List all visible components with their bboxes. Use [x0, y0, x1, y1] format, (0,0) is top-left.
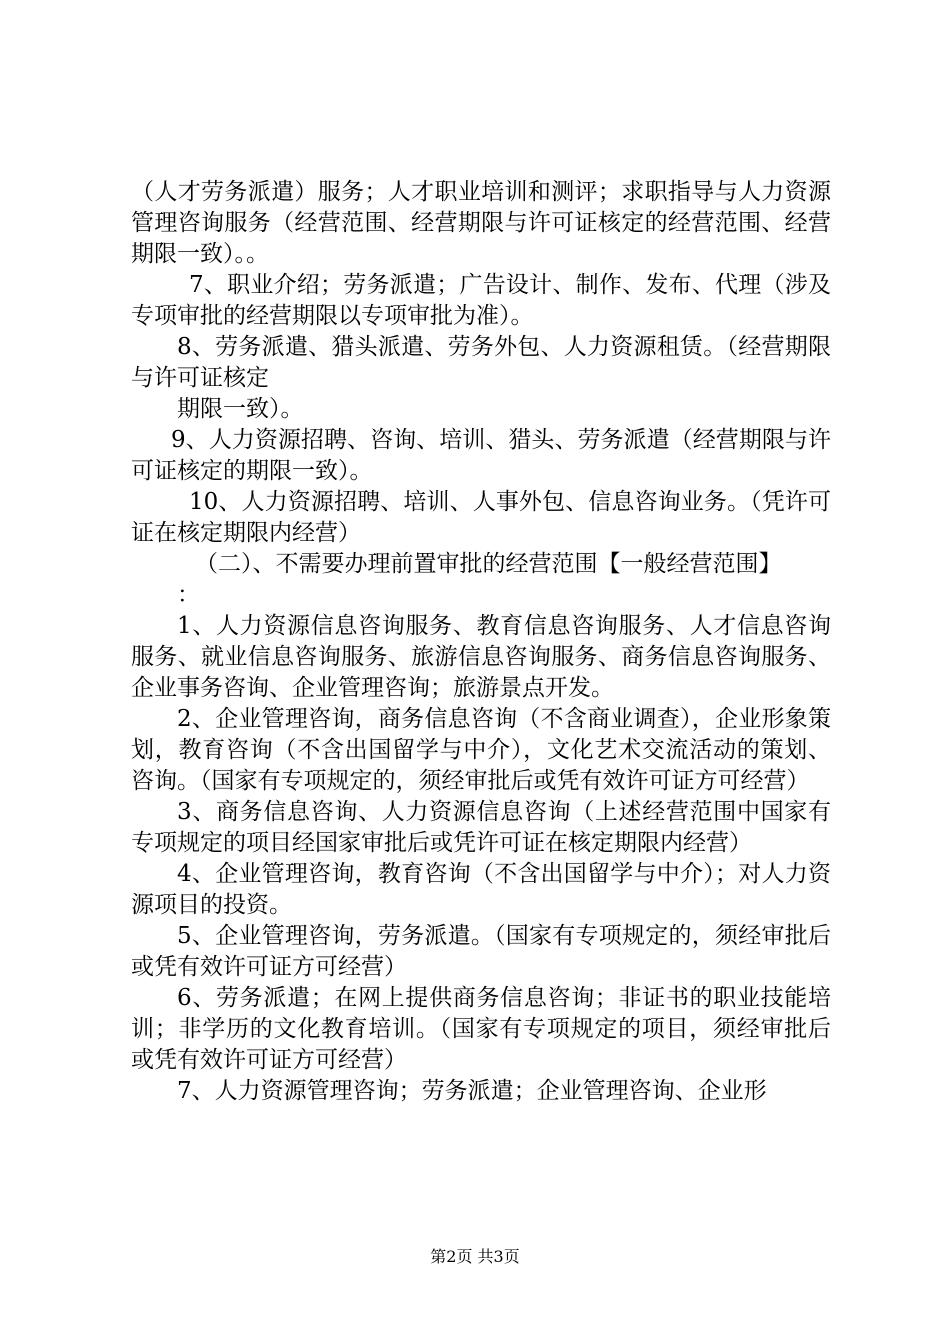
paragraph: 7、人力资源管理咨询；劳务派遣；企业管理咨询、企业形: [177, 1078, 767, 1104]
paragraph: 3、商务信息咨询、人力资源信息咨询（上述经营范围中国家有专项规定的项目经国家审批后或凭许可证在核定期限内经营）: [131, 799, 831, 856]
paragraph: ：: [177, 582, 200, 608]
page-number-footer: 第2页 共3页: [430, 1247, 520, 1266]
document-body: [131, 177, 831, 1107]
paragraph: 2、企业管理咨询，商务信息咨询（不含商业调查），企业形象策划，教育咨询（不含出国留学与中介），文化艺术交流活动的策划、咨询。（国家有专项规定的，须经审批后或凭有效许可证方可经营）: [131, 706, 831, 794]
paragraph: 期限一致）。: [177, 396, 304, 422]
paragraph: 1、人力资源信息咨询服务、教育信息咨询服务、人才信息咨询服务、就业信息咨询服务、旅游信息咨询服务、商务信息咨询服务、企业事务咨询、企业管理咨询；旅游景点开发。: [131, 613, 831, 701]
paragraph: 10、人力资源招聘、培训、人事外包、信息咨询业务。（凭许可证在核定期限内经营）: [131, 489, 831, 546]
paragraph: 7、职业介绍；劳务派遣；广告设计、制作、发布、代理（涉及专项审批的经营期限以专项审批为准）。: [131, 272, 831, 329]
section-heading: （二）、不需要办理前置审批的经营范围【一般经营范围】: [195, 551, 782, 577]
paragraph: 9、人力资源招聘、咨询、培训、猎头、劳务派遣（经营期限与许可证核定的期限一致）。: [131, 427, 831, 484]
paragraph: 4、企业管理咨询，教育咨询（不含出国留学与中介）；对人力资源项目的投资。: [131, 861, 831, 918]
paragraph: 6、劳务派遣；在网上提供商务信息咨询；非证书的职业技能培训；非学历的文化教育培训。（国家有专项规定的项目，须经审批后或凭有效许可证方可经营）: [131, 985, 831, 1073]
paragraph: （人才劳务派遣）服务；人才职业培训和测评；求职指导与人力资源管理咨询服务（经营范围、经营期限与许可证核定的经营范围、经营期限一致）。。: [131, 179, 831, 267]
paragraph: 5、企业管理咨询，劳务派遣。（国家有专项规定的，须经审批后或凭有效许可证方可经营）: [131, 923, 831, 980]
paragraph: 8、劳务派遣、猎头派遣、劳务外包、人力资源租赁。（经营期限与许可证核定: [131, 334, 831, 391]
